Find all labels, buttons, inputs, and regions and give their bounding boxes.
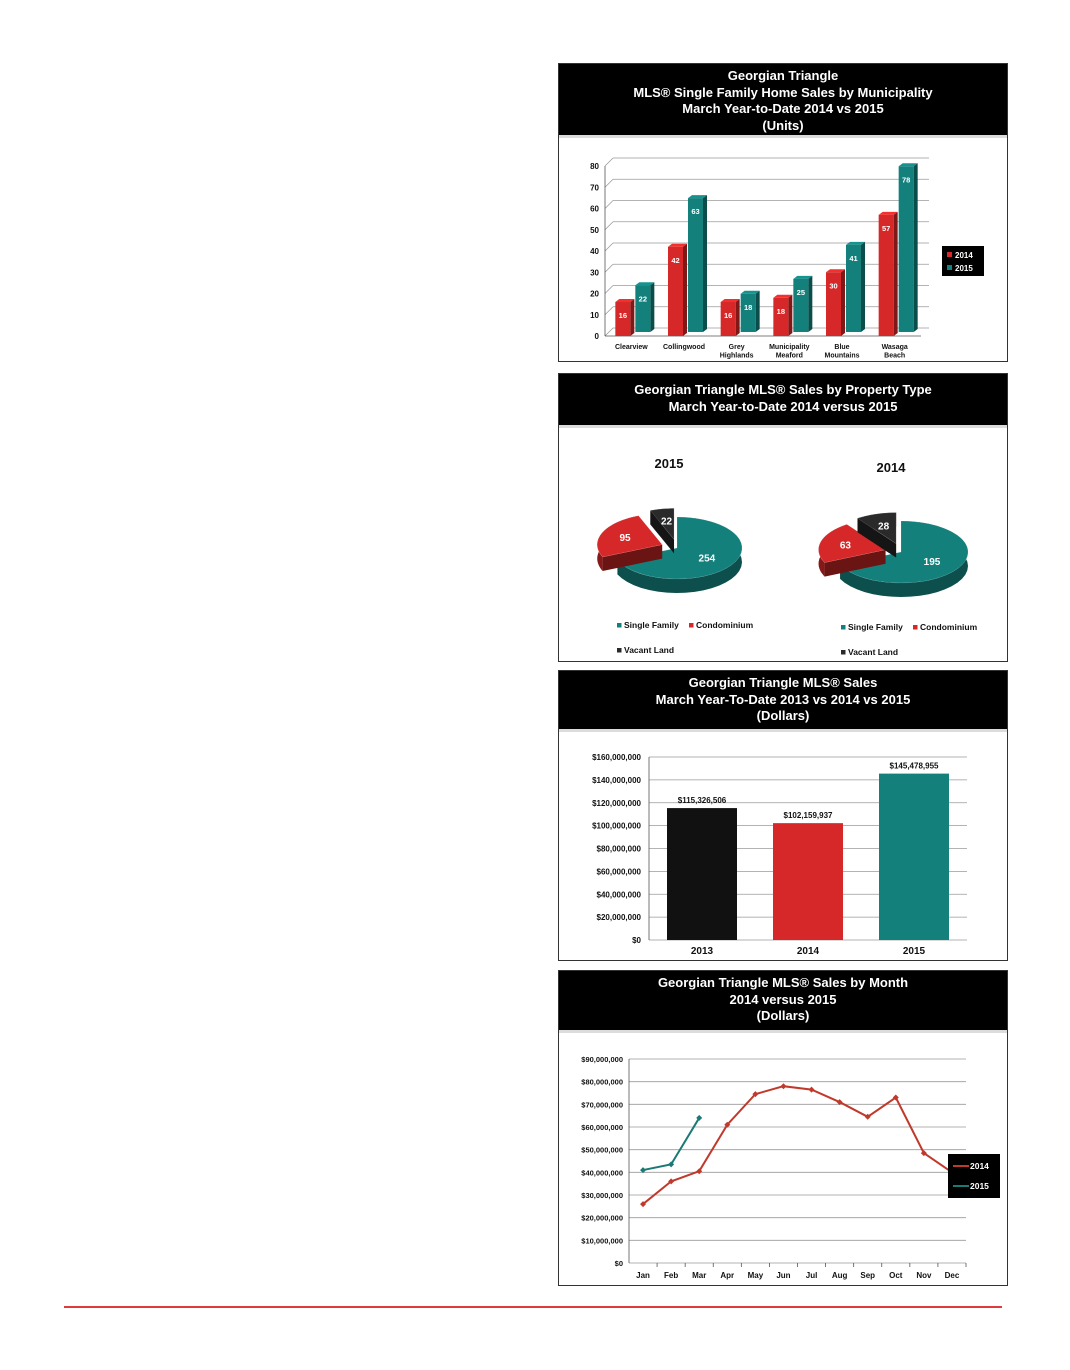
y-tick-label: $10,000,000 <box>581 1236 623 1246</box>
data-label: 78 <box>901 175 911 185</box>
x-tick-label: May <box>747 1271 764 1280</box>
legend <box>948 1154 1000 1198</box>
x-tick-label: Mountains <box>824 352 860 360</box>
bar-side-face <box>914 163 918 332</box>
y-tick-label: $0 <box>614 1259 623 1268</box>
gridline-depth <box>605 286 613 294</box>
y-tick-label: $100,000,000 <box>592 821 641 831</box>
x-tick-label: Blue <box>834 344 850 351</box>
chart-title <box>559 374 1007 425</box>
chart-title <box>559 971 1007 1030</box>
slice-label: 195 <box>923 557 941 569</box>
slice-label: 95 <box>619 533 631 545</box>
x-tick-label: Clearview <box>614 344 648 351</box>
x-tick-label: Sep <box>860 1271 876 1280</box>
bar-side-face <box>683 244 687 336</box>
x-tick-label: 2014 <box>796 946 820 957</box>
x-tick-label: Wasaga <box>881 344 908 351</box>
x-tick-label: Oct <box>889 1271 903 1280</box>
y-tick-label: 20 <box>590 289 599 299</box>
x-tick-label: Municipality <box>769 344 810 351</box>
y-tick-label: $50,000,000 <box>581 1145 623 1155</box>
bar-2015-5 <box>899 166 914 332</box>
x-tick-label: Beach <box>884 352 906 360</box>
chart-panel-municipality <box>558 63 1008 362</box>
chart-panel-ytd-dollars <box>558 670 1008 961</box>
title-line: Georgian Triangle MLS® Sales by Month <box>657 975 909 990</box>
gridline-depth <box>605 179 613 187</box>
legend <box>942 246 984 276</box>
bar-side-face <box>861 242 865 332</box>
x-tick-label: Meaford <box>775 352 803 360</box>
bar-2015-2 <box>741 294 756 332</box>
y-tick-label: 50 <box>590 225 599 235</box>
y-tick-label: 30 <box>590 268 599 278</box>
legend-label: Vacant Land <box>848 647 899 657</box>
title-line: (Dollars) <box>756 708 810 723</box>
gridline-depth <box>605 201 613 209</box>
bar-side-face <box>650 282 654 332</box>
title-line: MLS® Single Family Home Sales by Municipality <box>633 84 933 100</box>
y-tick-label: $80,000,000 <box>596 844 641 854</box>
bar-2013 <box>667 808 737 940</box>
legend-label: Single Family <box>848 622 903 632</box>
bar-side-face <box>808 276 812 332</box>
data-label: 57 <box>881 223 891 233</box>
legend-swatch <box>617 648 622 653</box>
pie-2014 <box>819 460 978 657</box>
x-tick-label: Jul <box>805 1271 818 1280</box>
slice-label: 22 <box>661 516 673 528</box>
y-tick-label: 70 <box>590 183 599 193</box>
footer-rule <box>64 1306 1002 1308</box>
y-tick-label: 0 <box>594 332 599 341</box>
bar-2015-0 <box>635 285 650 332</box>
gridline-depth <box>605 222 613 230</box>
legend-swatch <box>913 625 918 630</box>
y-tick-label: $90,000,000 <box>581 1055 623 1064</box>
x-tick-label: 2013 <box>690 946 714 957</box>
x-tick-label: Nov <box>916 1271 932 1280</box>
x-tick-label: Aug <box>831 1271 848 1280</box>
legend-label: Vacant Land <box>624 645 675 655</box>
legend-label: 2014 <box>955 251 973 260</box>
legend-label: Condominium <box>920 622 978 632</box>
data-label: $102,159,937 <box>783 811 833 821</box>
legend-label: 2014 <box>970 1161 989 1171</box>
data-label: 18 <box>743 302 753 312</box>
title-line: 2014 versus 2015 <box>729 991 837 1007</box>
chart-panel-monthly-dollars <box>558 970 1008 1286</box>
y-tick-label: $80,000,000 <box>581 1077 623 1087</box>
y-tick-label: $70,000,000 <box>581 1100 623 1110</box>
slice-label: 63 <box>839 540 852 552</box>
pie-2015 <box>597 456 753 655</box>
y-tick-label: $30,000,000 <box>581 1191 623 1200</box>
y-tick-label: 10 <box>590 310 599 320</box>
x-tick-label: Apr <box>720 1271 735 1280</box>
point-2014-Jun <box>780 1083 786 1089</box>
y-tick-label: $160,000,000 <box>592 753 641 762</box>
y-tick-label: 60 <box>590 204 599 214</box>
bar-side-face <box>630 299 634 336</box>
bar-side-face <box>756 291 760 332</box>
bar-2015 <box>879 774 949 940</box>
y-tick-label: $40,000,000 <box>581 1168 623 1178</box>
x-tick-label: Feb <box>664 1271 679 1280</box>
bar-2014-5 <box>879 215 894 336</box>
legend-label: Single Family <box>624 620 679 630</box>
bar-side-face <box>736 299 740 336</box>
data-label: $145,478,955 <box>889 761 939 771</box>
x-tick-label: Dec <box>944 1271 960 1280</box>
title-line: March Year-to-Date 2014 vs 2015 <box>682 101 884 116</box>
bar-side-face <box>703 195 707 332</box>
y-tick-label: $140,000,000 <box>592 775 641 785</box>
y-tick-label: 40 <box>590 247 599 256</box>
bar-side-face <box>788 295 792 336</box>
gridline-depth <box>605 158 613 166</box>
data-label: 18 <box>776 306 786 316</box>
bar-side-face <box>894 212 898 336</box>
x-tick-label: Grey <box>728 344 745 351</box>
chart-title <box>559 671 1007 729</box>
y-tick-label: $120,000,000 <box>592 798 641 808</box>
slice-label: 28 <box>878 521 890 533</box>
x-tick-label: Jun <box>776 1271 791 1280</box>
x-tick-label: Mar <box>692 1271 707 1280</box>
bar-side-face <box>841 269 845 336</box>
y-tick-label: $0 <box>632 936 641 945</box>
chart-title <box>559 64 1007 135</box>
property-type-pie-charts <box>559 428 1007 661</box>
gridline-depth <box>605 328 613 336</box>
data-label: 22 <box>638 294 648 304</box>
data-label: 42 <box>671 255 680 265</box>
legend-swatch <box>617 623 622 628</box>
chart-panel-property-type <box>558 373 1008 662</box>
ytd-dollars-bar-chart <box>559 732 1007 960</box>
data-label: 30 <box>829 281 838 291</box>
y-tick-label: $40,000,000 <box>596 890 641 900</box>
monthly-dollars-line-chart <box>559 1033 1007 1285</box>
gridline-depth <box>605 264 613 272</box>
y-tick-label: $20,000,000 <box>596 913 641 923</box>
title-line: (Dollars) <box>756 1008 810 1023</box>
x-tick-label: 2015 <box>902 946 926 957</box>
x-tick-label: Jan <box>636 1271 650 1280</box>
data-label: 16 <box>723 311 733 320</box>
legend-swatch <box>841 625 846 630</box>
x-tick-label: Highlands <box>719 352 754 360</box>
title-line: (Units) <box>762 117 804 133</box>
title-line: Georgian Triangle MLS® Sales by Property Type <box>634 382 932 397</box>
data-label: 63 <box>691 207 700 217</box>
y-tick-label: $60,000,000 <box>581 1123 623 1132</box>
bar-2015-1 <box>688 198 703 332</box>
municipality-bar-chart <box>559 138 1007 360</box>
bar-2015-3 <box>793 279 808 332</box>
legend-swatch <box>947 252 952 257</box>
title-line: March Year-to-Date 2014 versus 2015 <box>668 398 898 414</box>
data-label: 41 <box>849 253 858 263</box>
title-line: Georgian Triangle <box>727 68 839 83</box>
y-tick-label: 80 <box>590 162 599 171</box>
title-line: March Year-To-Date 2013 vs 2014 vs 2015 <box>655 691 911 707</box>
legend-swatch <box>947 265 952 270</box>
y-tick-label: $20,000,000 <box>581 1213 623 1223</box>
title-line: Georgian Triangle MLS® Sales <box>688 675 878 690</box>
data-label: $115,326,506 <box>677 796 727 806</box>
legend-swatch <box>841 650 846 655</box>
point-2014-Jul <box>809 1087 815 1093</box>
bar-2014-3 <box>773 298 788 336</box>
legend-label: 2015 <box>955 264 973 273</box>
y-tick-label: $60,000,000 <box>596 867 641 877</box>
gridline-depth <box>605 243 613 251</box>
legend-label: 2015 <box>970 1181 989 1191</box>
pie-title: 2014 <box>876 460 906 475</box>
x-tick-label: Collingwood <box>663 344 705 351</box>
legend-label: Condominium <box>696 620 754 630</box>
slice-label: 254 <box>698 553 716 565</box>
gridline-depth <box>605 307 613 315</box>
data-label: 25 <box>796 287 806 297</box>
legend-swatch <box>689 623 694 628</box>
data-label: 16 <box>618 311 628 320</box>
series-line-2014 <box>643 1086 952 1204</box>
pie-title: 2015 <box>654 456 684 471</box>
bar-2014 <box>773 823 843 940</box>
